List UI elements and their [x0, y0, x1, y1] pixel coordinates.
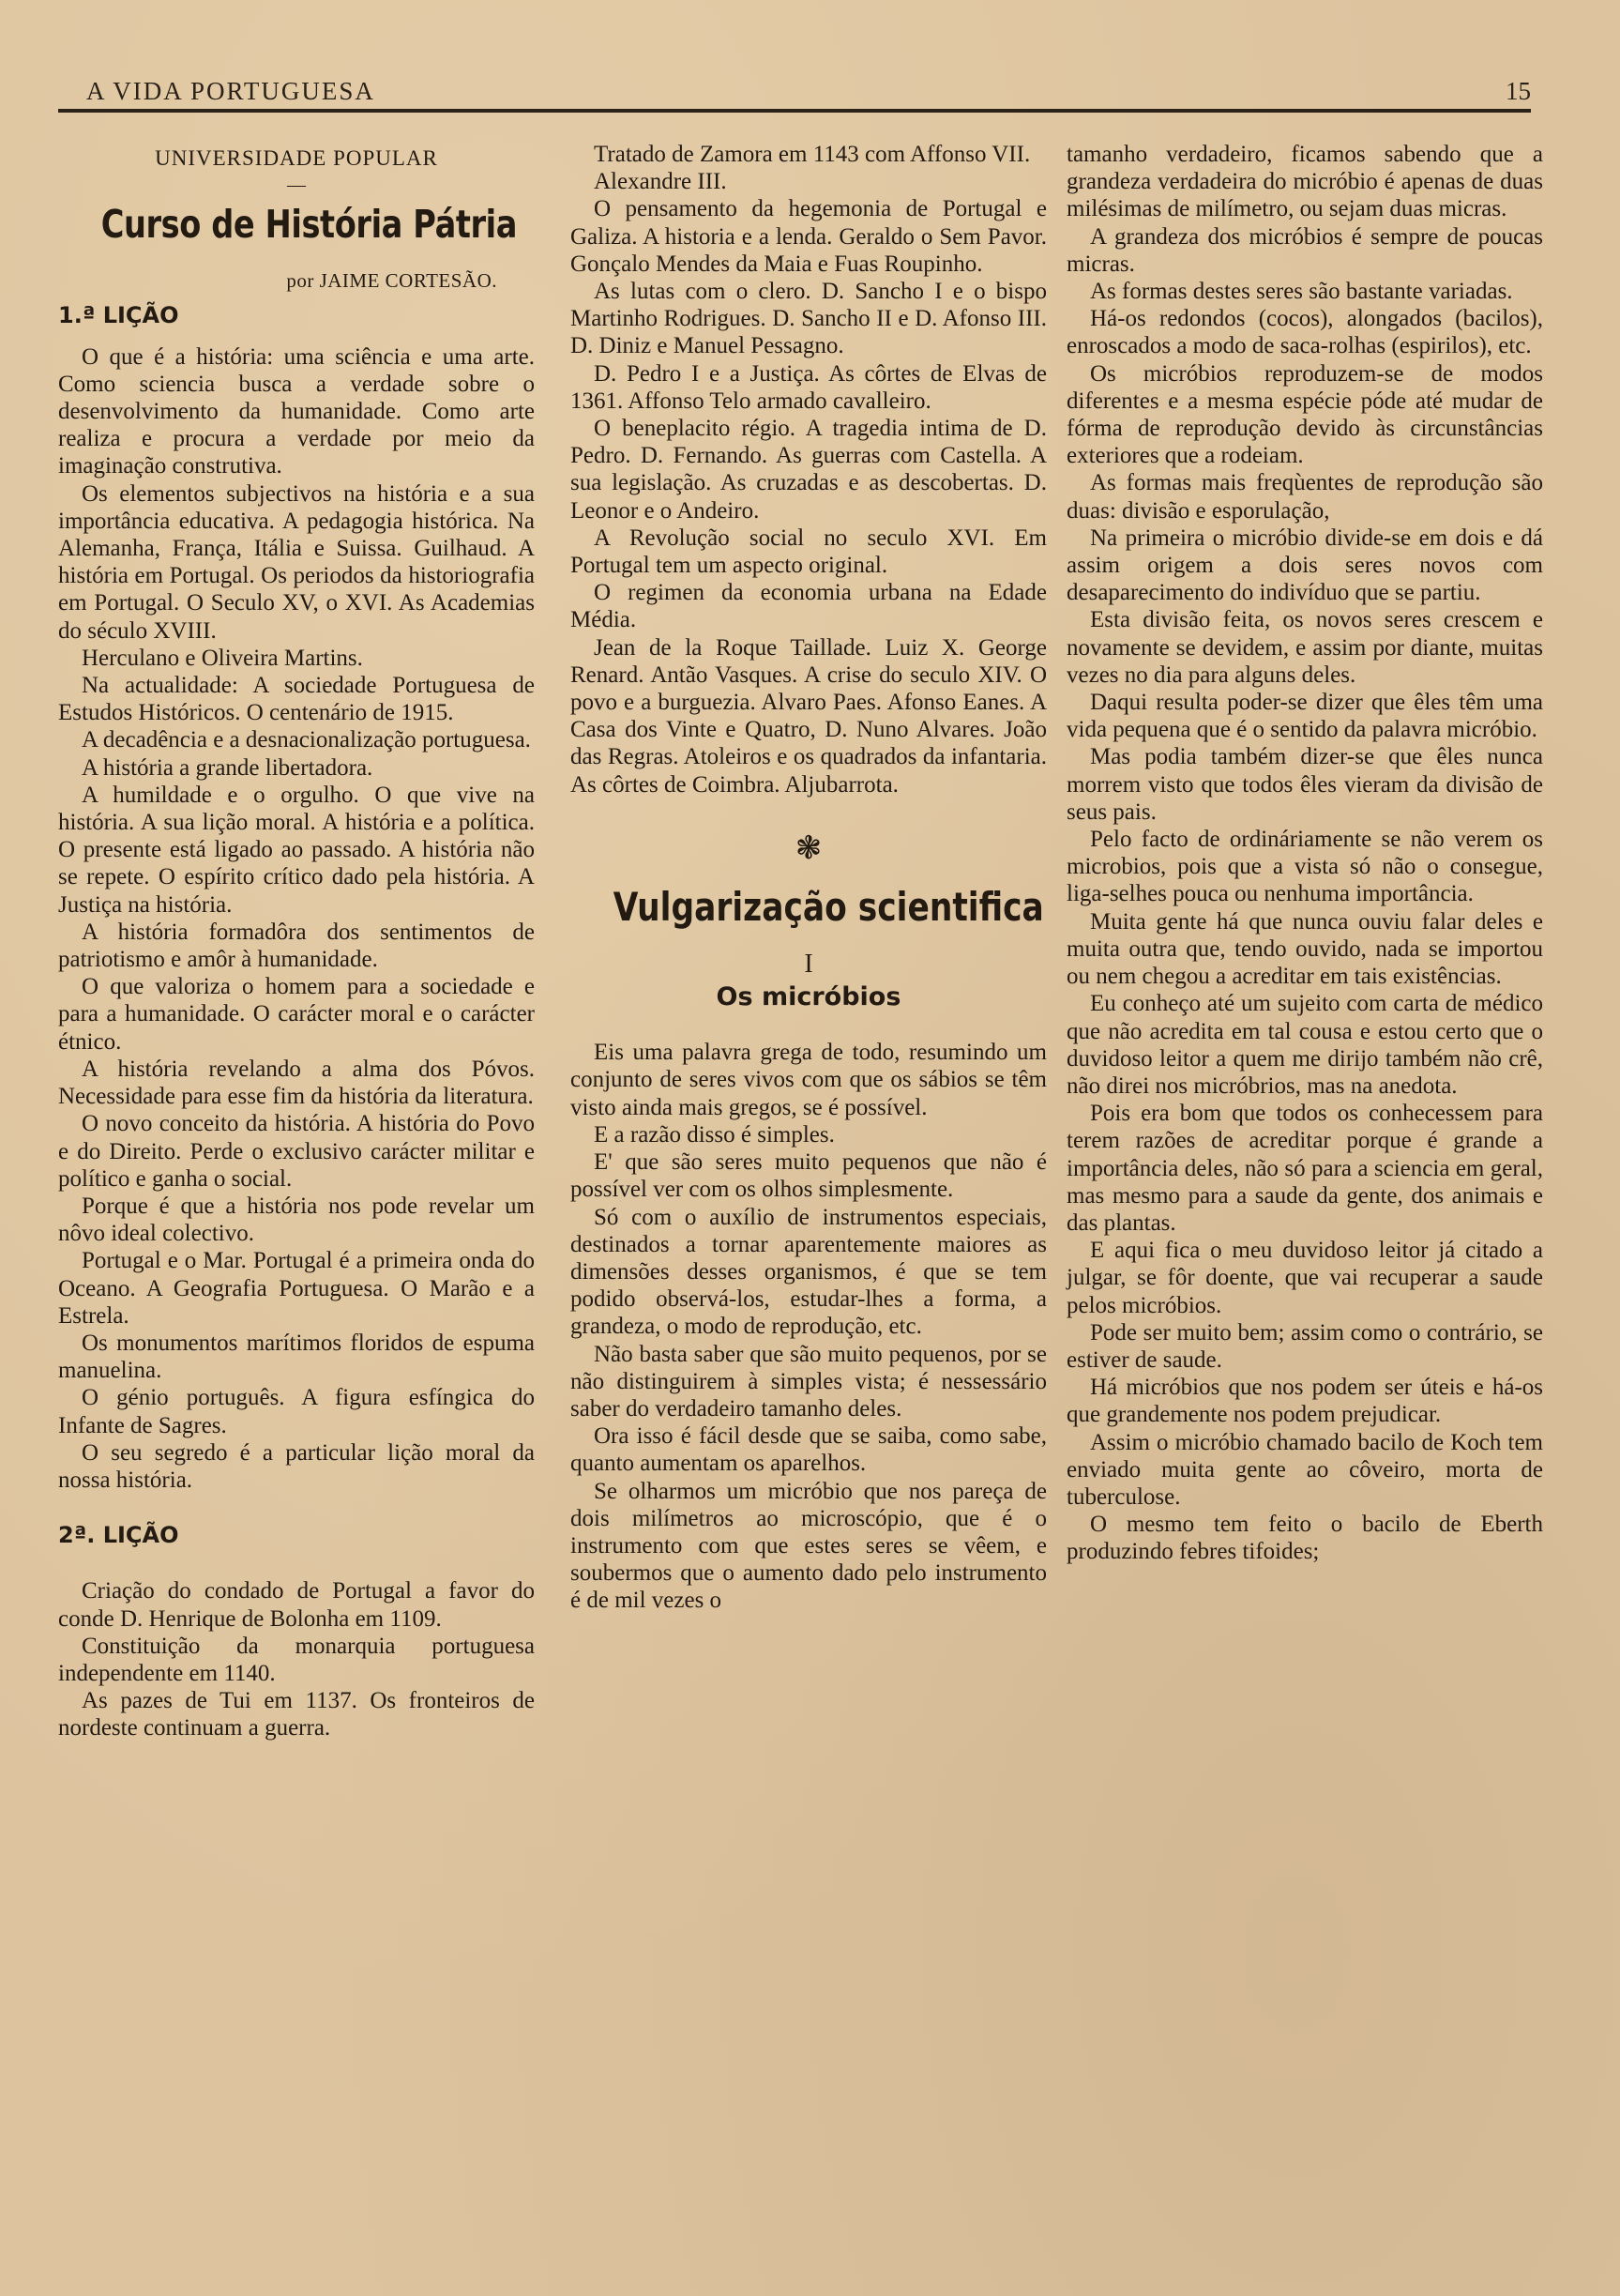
- lesson-2-heading: 2ª. LIÇÃO: [58, 1522, 179, 1549]
- paragraph: As formas mais freqùentes de reprodução são duas: divisão e esporulação,: [1067, 470, 1543, 524]
- column-2: [570, 141, 1047, 1615]
- running-head: [86, 77, 1531, 109]
- paragraph: Há-os redondos (cocos), alongados (bacilos), enroscados a modo de saca-rolhas (espirilos), etc.: [1067, 306, 1543, 359]
- paragraph: Há micróbios que nos podem ser úteis e há-os que grandemente nos podem prejudicar.: [1067, 1375, 1543, 1428]
- page-number: 15: [1506, 77, 1531, 105]
- paragraph: As formas destes seres são bastante variadas.: [1090, 279, 1513, 305]
- paragraph: Criação do condado de Portugal a favor do conde D. Henrique de Bolonha em 1109.: [58, 1578, 535, 1632]
- paragraph: A decadência e a desnacionalização portuguesa.: [82, 727, 531, 753]
- paragraph: A humildade e o orgulho. O que vive na história. A sua lição moral. A história e a política. O presente está ligado ao passado. A história não se repete. O espírito crítico dado pela história. A Justiça na história.: [58, 782, 535, 918]
- lesson-1-heading: 1.ª LIÇÃO: [58, 302, 179, 329]
- byline: por JAIME CORTESÃO.: [286, 269, 497, 293]
- microbes-body-part-1: [570, 1039, 1047, 1614]
- paragraph: Constituição da monarquia portuguesa independente em 1140.: [58, 1633, 535, 1686]
- paragraph: O que valoriza o homem para a sociedade e para a humanidade. O carácter moral e o carácter étnico.: [58, 974, 535, 1055]
- lesson-2-body-part-1: [58, 1577, 535, 1741]
- paragraph: O génio português. A figura esfíngica do Infante de Sagres.: [58, 1385, 535, 1438]
- paragraph: O que é a história: uma sciência e uma arte. Como sciencia busca a verdade sobre o desenvolvimento da humanidade. Como arte realiza e procura a verdade por meio da imaginação construtiva.: [58, 343, 535, 479]
- paragraph: Muita gente há que nunca ouviu falar deles e muita outra que, tendo ouvido, nada se importou ou nem chegou a acreditar em tais existências.: [1067, 908, 1543, 990]
- article-kicker: UNIVERSIDADE POPULAR: [155, 146, 438, 170]
- paragraph: Esta divisão feita, os novos seres crescem e novamente se devidem, e assim por diante, muitas vezes no dia para alguns deles.: [1067, 607, 1543, 688]
- paragraph: O regimen da economia urbana na Edade Média.: [570, 580, 1047, 633]
- paragraph: Na primeira o micróbio divide-se em dois e dá assim origem a dois seres novos com desaparecimento do indivíduo que se partiu.: [1067, 525, 1543, 606]
- paragraph: Herculano e Oliveira Martins.: [82, 645, 363, 671]
- paragraph: O mesmo tem feito o bacilo de Eberth produzindo febres tifoides;: [1067, 1512, 1543, 1565]
- paragraph: Daqui resulta poder-se dizer que êles têm uma vida pequena que é o sentido da palavra micróbio.: [1067, 690, 1543, 743]
- paragraph: D. Pedro I e a Justiça. As côrtes de Elvas de 1361. Affonso Telo armado cavalleiro.: [570, 360, 1047, 414]
- paragraph: Os micróbios reproduzem-se de modos diferentes e a mesma espécie póde até mudar de fórma de reprodução devido às circunstâncias exteriores que a rodeiam.: [1067, 360, 1543, 469]
- paragraph: Ora isso é fácil desde que se saiba, como sabe, quanto aumentam os aparelhos.: [570, 1423, 1047, 1477]
- paragraph: E a razão disso é simples.: [594, 1121, 835, 1148]
- paragraph: A grandeza dos micróbios é sempre de poucas micras.: [1067, 223, 1543, 277]
- subsection-title: Os micróbios: [716, 982, 901, 1012]
- paragraph: A história revelando a alma dos Póvos. Necessidade para esse fim da história da literatura.: [58, 1056, 535, 1110]
- paragraph: Alexandre III.: [594, 169, 727, 195]
- paragraph: Mas podia também dizer-se que êles nunca morrem visto que todos êles vieram da divisão de seus pais.: [1067, 744, 1543, 825]
- paragraph: O novo conceito da história. A história do Povo e do Direito. Perde o exclusivo carácter militar e político e ganha o social.: [58, 1111, 535, 1192]
- section-title: Vulgarização scientifica: [613, 883, 1044, 930]
- paragraph: Portugal e o Mar. Portugal é a primeira onda do Oceano. A Geografia Portuguesa. O Marão e a Estrela.: [58, 1248, 535, 1329]
- paragraph: Pelo facto de ordináriamente se não verem os microbios, pois que a vista só não o consegue, liga-selhes pouca ou nenhuma importância.: [1067, 827, 1543, 907]
- paragraph: A história a grande libertadora.: [82, 754, 373, 781]
- paragraph: O seu segredo é a particular lição moral da nossa história.: [58, 1439, 535, 1493]
- kicker-dash: —: [287, 175, 306, 196]
- paragraph: E' que são seres muito pequenos que não é possível ver com os olhos simplesmente.: [570, 1149, 1047, 1203]
- paragraph: Se olharmos um micróbio que nos pareça de dois milímetros ao microscópio, que é o instrumento com que estes seres se vêem, e soubermos que o aumento dado pelo instrumento é de mil vezes o: [570, 1478, 1047, 1614]
- paragraph: Os elementos subjectivos na história e a sua importância educativa. A pedagogia histórica. Na Alemanha, França, Itália e Suissa. Guilhaud. A história em Portugal. Os periodos da historiografia em Portugal. O Seculo XV, o XVI. As Academias do século XVIII.: [58, 480, 535, 644]
- paragraph: tamanho verdadeiro, ficamos sabendo que a grandeza verdadeira do micróbio é apenas de duas milésimas de milímetro, ou sejam duas micras.: [1067, 142, 1543, 222]
- paragraph: As lutas com o clero. D. Sancho I e o bispo Martinho Rodrigues. D. Sancho II e D. Afonso III. D. Diniz e Manuel Pessagno.: [570, 279, 1047, 359]
- paragraph: O pensamento da hegemonia de Portugal e Galiza. A historia e a lenda. Geraldo o Sem Pavor. Gonçalo Mendes da Maia e Fuas Roupinho.: [570, 196, 1047, 277]
- paragraph: Eis uma palavra grega de todo, resumindo um conjunto de seres vivos com que os sábios se têm visto ainda mais gregos, se é possível.: [570, 1040, 1047, 1120]
- paragraph: Tratado de Zamora em 1143 com Affonso VII.: [594, 142, 1031, 167]
- lesson-1-body: [58, 343, 535, 1495]
- header-rule: [58, 109, 1531, 113]
- paragraph: As pazes de Tui em 1137. Os fronteiros de nordeste continuam a guerra.: [58, 1688, 535, 1741]
- column-3: [1067, 141, 1543, 1566]
- paragraph: Assim o micróbio chamado bacilo de Koch tem enviado muita gente ao côveiro, morta de tuberculose.: [1067, 1429, 1543, 1510]
- paragraph: O beneplacito régio. A tragedia intima de D. Pedro. D. Fernando. As guerras com Castella. A sua legislação. As cruzadas e as descobertas. D. Leonor e o Andeiro.: [570, 416, 1047, 524]
- microbes-body-part-2: [1067, 141, 1543, 1566]
- journal-title: A VIDA PORTUGUESA: [86, 77, 375, 105]
- flower-ornament-icon: ❃: [795, 830, 823, 866]
- paragraph: Não basta saber que são muito pequenos, por se não distinguirem à simples vista; é nessessário saber do verdadeiro tamanho deles.: [570, 1341, 1047, 1422]
- paragraph: E aqui fica o meu duvidoso leitor já citado a julgar, se fôr doente, que vai recuperar a saude pelos micróbios.: [1067, 1238, 1543, 1318]
- section-number: I: [804, 949, 813, 979]
- paragraph: Pode ser muito bem; assim como o contrário, se estiver de saude.: [1067, 1319, 1543, 1373]
- lesson-2-body-part-2: [570, 141, 1047, 798]
- paragraph: A história formadôra dos sentimentos de patriotismo e amôr à humanidade.: [58, 919, 535, 973]
- paragraph: Jean de la Roque Taillade. Luiz X. George Renard. Antão Vasques. A crise do seculo XIV. O povo e a burguezia. Alvaro Paes. Afonso Eanes. A Casa dos Vinte e Quatro, D. Nuno Alvares. João das Regras. Atoleiros e os quadrados da infantaria. As côrtes de Coimbra. Aljubarrota.: [570, 634, 1047, 798]
- paragraph: Porque é que a história nos pode revelar um nôvo ideal colectivo.: [58, 1193, 535, 1247]
- paragraph: Só com o auxílio de instrumentos especiais, destinados a tornar aparentemente maiores as dimensões desses organismos, é que se tem podido observá-los, estudar-lhes a forma, a grandeza, o modo de reprodução, etc.: [570, 1204, 1047, 1340]
- article-title: Curso de História Pátria: [100, 202, 518, 248]
- paragraph: Os monumentos marítimos floridos de espuma manuelina.: [58, 1330, 535, 1384]
- paragraph: Pois era bom que todos os conhecessem para terem razões de acreditar porque é grande a importância deles, não só para a sciencia em geral, mas mesmo para a saude da gente, dos animais e das plantas.: [1067, 1101, 1543, 1236]
- paragraph: A Revolução social no seculo XVI. Em Portugal tem um aspecto original.: [570, 525, 1047, 579]
- paragraph: Eu conheço até um sujeito com carta de médico que não acredita em tal cousa e estou certo que o duvidoso leitor a quem me dirijo também não crê, não direi nos micróbrios, mas na anedota.: [1067, 991, 1543, 1099]
- column-1: [58, 141, 535, 1742]
- paragraph: Na actualidade: A sociedade Portuguesa de Estudos Históricos. O centenário de 1915.: [58, 673, 535, 726]
